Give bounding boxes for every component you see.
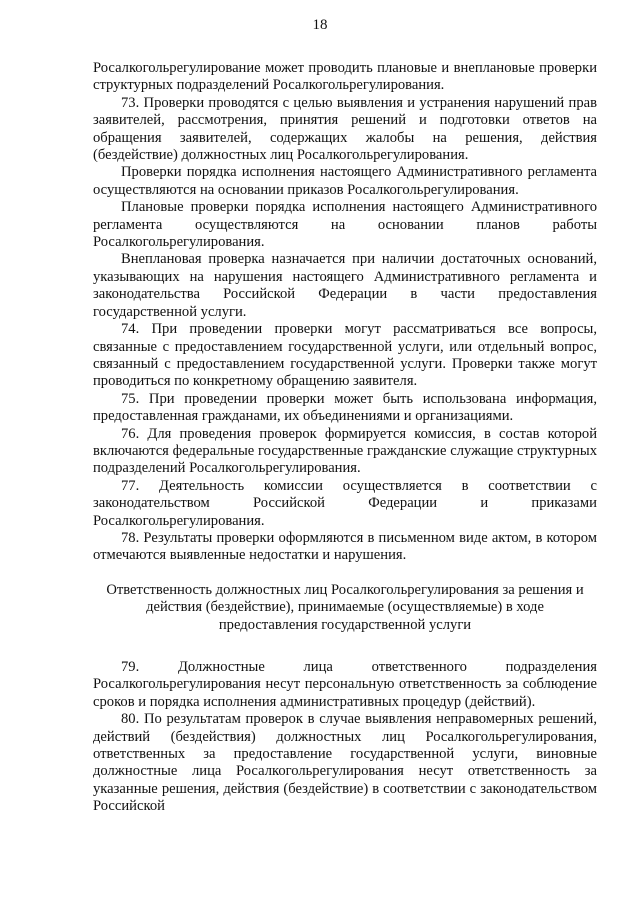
paragraph-77-line-3: Росалкогольрегулирования. [93,512,265,529]
document-body [93,60,597,816]
paragraph-73-orders: Проверки порядка исполнения настоящего Административного регламента осуществляются на основании приказов Росалкогольрегулирования. [93,164,597,198]
word: в [461,477,469,494]
word: законодательством [93,495,210,512]
paragraph-77-line-1 [93,478,597,495]
word: комиссии [263,477,323,494]
word: приказами [531,495,597,512]
paragraph-73-unplanned: Внеплановая проверка назначается при наличии достаточных оснований, указывающих на нарушения настоящего Административного регламента и законодательства Российской Федерации в части предоставления государственной услуги. [93,251,597,320]
paragraph-73: 73. Проверки проводятся с целью выявления и устранения нарушений прав заявителей, рассмотрения, принятия решений и подготовки ответов на обращения заявителей, содержащих жалобы на решения, действия (бездействие) должностных лиц Росалкогольрегулирования. [93,94,597,164]
word: Российской [253,495,325,512]
paragraph-80: 80. По результатам проверок в случае выявления неправомерных решений, действий (бездействия) должностных лиц Росалкогольрегулирования, ответственных за предоставление государственной услуги, виновные должностные лица Росалкогольрегулирования несут ответственность за указанные решения, действия (бездействие) в соответствии с законодательством Российской [93,711,597,815]
section-heading-line-3: предоставления государственной услуги [218,616,472,633]
paragraph-75: 75. При проведении проверки может быть использована информация, предоставленная гражданами, их объединениями и организациями. [93,390,597,425]
spacer [93,565,597,582]
word: осуществляется [342,477,442,494]
word: Деятельность [159,477,245,494]
word: 77. [121,477,140,494]
word: с [590,477,597,494]
paragraph-77-line-2 [93,495,597,512]
paragraph-78: 78. Результаты проверки оформляются в письменном виде актом, в котором отмечаются выявленные недостатки и нарушения. [93,529,597,564]
section-heading-line-2: действия (бездействие), принимаемые (осуществляемые) в ходе [146,599,544,616]
paragraph-73-planned: Плановые проверки порядка исполнения настоящего Административного регламента осуществляются на основании планов работы Росалкогольрегулирования. [93,199,597,251]
spacer [93,634,597,659]
paragraph-74: 74. При проведении проверки могут рассматриваться все вопросы, связанные с предоставлением государственной услуги, или отдельный вопрос, связанный с предоставлением государственной услуги. Проверки также могут проводиться по конкретному обращению заявителя. [93,321,597,390]
section-heading [93,582,597,634]
paragraph-76: 76. Для проведения проверок формируется комиссия, в состав которой включаются федеральные государственные гражданские служащие структурных подразделений Росалкогольрегулирования. [93,425,597,477]
section-heading-line-1: Ответственность должностных лиц Росалкогольрегулирования за решения и [106,581,584,598]
word: и [480,495,489,512]
paragraph-continuation: Росалкогольрегулирование может проводить плановые и внеплановые проверки структурных подразделений Росалкогольрегулирования. [93,60,597,94]
paragraph-77 [93,478,597,530]
paragraph-79: 79. Должностные лица ответственного подразделения Росалкогольрегулирования несут персональную ответственность за соблюдение сроков и порядка исполнения административных процедур (действий). [93,659,597,710]
word: Федерации [368,495,438,512]
word: соответствии [488,477,571,494]
page-number: 18 [312,17,328,33]
